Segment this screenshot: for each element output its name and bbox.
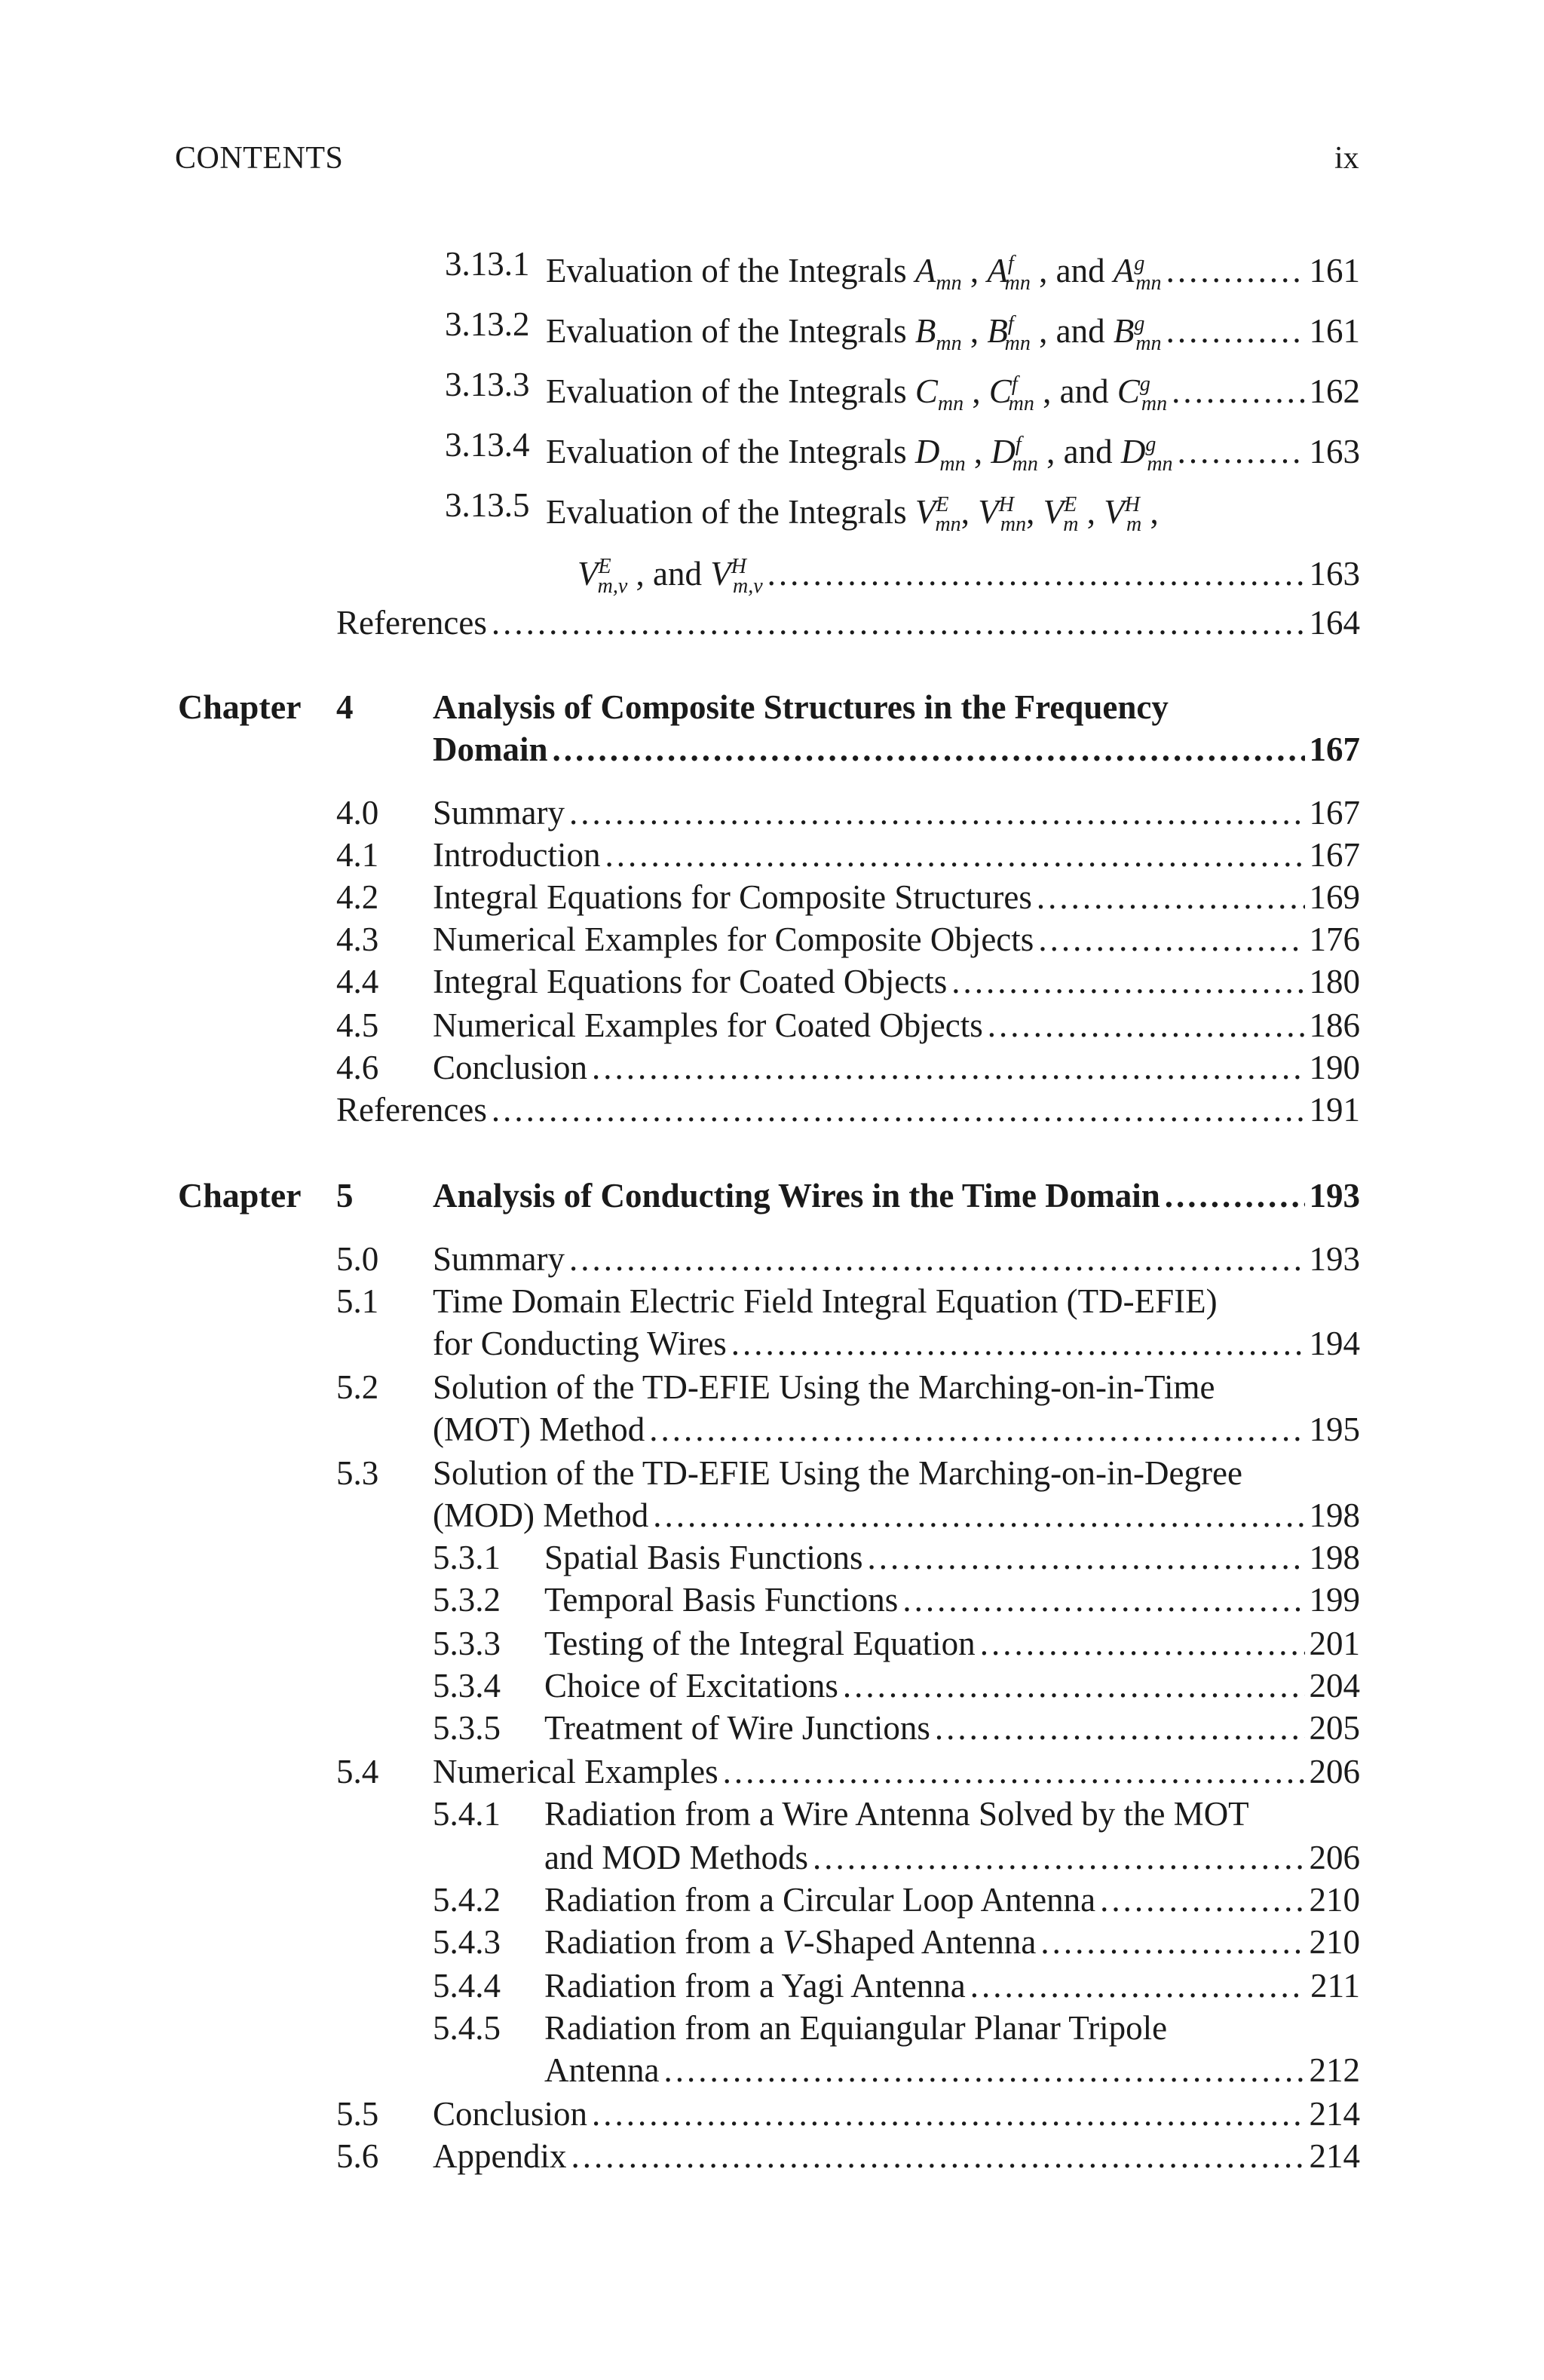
section-number: 4.0 (336, 794, 379, 832)
page-number: 169 (1309, 878, 1360, 916)
page-number: 206 (1309, 1753, 1360, 1790)
section-number: 4.6 (336, 1049, 379, 1086)
section-title: Appendix (433, 2137, 567, 2175)
section-title: Numerical Examples for Coated Objects (433, 1006, 983, 1044)
leader-dots (1166, 248, 1305, 293)
chapter-label: Chapter (178, 1176, 302, 1215)
page-number: 161 (1309, 312, 1360, 350)
leader-dots (902, 1577, 1304, 1622)
leader-dots (723, 1749, 1305, 1794)
page-number: 164 (1309, 604, 1360, 642)
leader-dots (1165, 1173, 1305, 1218)
leader-dots (767, 551, 1305, 596)
page-number: 212 (1309, 2051, 1360, 2089)
leader-dots (951, 959, 1304, 1004)
section-title: Numerical Examples for Composite Objects (433, 920, 1034, 958)
section-title: Evaluation of the Integrals $C_{mn}$ , $C^f_{mn}$ , and $C^g_{mn}$ (546, 372, 1168, 415)
page-number: 162 (1309, 372, 1360, 410)
section-title: Introduction (433, 836, 601, 874)
section-number: 4.1 (336, 836, 379, 874)
section-title: Radiation from a V-Shaped Antenna (544, 1923, 1037, 1961)
section-title: Summary (433, 794, 565, 832)
section-number: 5.6 (336, 2137, 379, 2175)
section-title: Conclusion (433, 2095, 588, 2133)
section-number: 5.3.5 (433, 1709, 501, 1747)
section-title: Radiation from a Yagi Antenna (544, 1967, 966, 2005)
section-number: 3.13.5 (445, 486, 530, 524)
leader-dots (605, 832, 1304, 878)
section-title: Evaluation of the Integrals $A_{mn}$ , $A^f_{mn}$ , and $A^g_{mn}$ (546, 252, 1162, 295)
section-title: Radiation from an Equiangular Planar Tripole (544, 2009, 1168, 2047)
leader-dots (569, 1236, 1305, 1282)
page-number: 204 (1309, 1667, 1360, 1705)
leader-dots (1172, 369, 1304, 414)
section-number: 5.1 (336, 1282, 379, 1320)
section-number: 5.4.5 (433, 2009, 501, 2047)
page-number: 161 (1309, 252, 1360, 289)
page-number: 193 (1309, 1240, 1360, 1278)
page-number: 198 (1309, 1496, 1360, 1534)
page-number: 193 (1309, 1177, 1360, 1215)
page-number: 163 (1309, 433, 1360, 470)
chapter-label: Chapter (178, 688, 302, 726)
leader-dots (843, 1663, 1305, 1708)
section-number: 5.5 (336, 2095, 379, 2133)
chapter-number: 5 (336, 1177, 354, 1215)
section-number: 3.13.1 (445, 245, 530, 283)
section-number: 5.4.4 (433, 1967, 501, 2005)
page-number: 210 (1309, 1881, 1360, 1919)
section-title: Evaluation of the Integrals $B_{mn}$ , $B^f_{mn}$ , and $B^g_{mn}$ (546, 312, 1162, 355)
section-title: References (336, 1091, 487, 1129)
page-number: 163 (1309, 555, 1360, 593)
section-number: 4.5 (336, 1006, 379, 1044)
section-title-continued: (MOT) Method (433, 1411, 645, 1448)
leader-dots (980, 1621, 1305, 1666)
section-number: 5.4.1 (433, 1795, 501, 1833)
leader-dots (571, 2133, 1304, 2179)
section-number: 5.3 (336, 1454, 379, 1492)
page-number: 167 (1309, 794, 1360, 832)
section-title: Spatial Basis Functions (544, 1539, 863, 1576)
leader-dots (569, 790, 1305, 835)
section-number: 5.4.3 (433, 1923, 501, 1961)
page-number: 190 (1309, 1049, 1360, 1086)
page-number: 176 (1309, 920, 1360, 958)
leader-dots (1040, 1919, 1304, 1965)
page-number: 199 (1309, 1581, 1360, 1619)
leader-dots (731, 1321, 1305, 1366)
section-title: Summary (433, 1240, 565, 1278)
page-number-roman: ix (1334, 141, 1359, 176)
leader-dots (653, 1493, 1304, 1538)
leader-dots (592, 2091, 1304, 2136)
section-title: Solution of the TD-EFIE Using the Marching-on-in-Degree (433, 1454, 1242, 1492)
leader-dots (663, 2048, 1304, 2093)
page-number: 201 (1309, 1625, 1360, 1662)
section-number: 3.13.4 (445, 426, 530, 464)
section-title: Testing of the Integral Equation (544, 1625, 976, 1662)
leader-dots (1178, 429, 1305, 474)
section-title: Integral Equations for Composite Structures (433, 878, 1032, 916)
page-number: 214 (1309, 2137, 1360, 2175)
section-number: 5.2 (336, 1368, 379, 1406)
leader-dots (988, 1003, 1305, 1048)
section-number: 5.3.3 (433, 1625, 501, 1662)
section-title: Solution of the TD-EFIE Using the Marching-on-in-Time (433, 1368, 1215, 1406)
section-title: Integral Equations for Coated Objects (433, 963, 948, 1000)
chapter-title-continued: Domain (433, 731, 548, 768)
section-number: 5.3.2 (433, 1581, 501, 1619)
leader-dots (1100, 1877, 1304, 1922)
section-title: Numerical Examples (433, 1753, 718, 1790)
section-title: Evaluation of the Integrals $V^E_{mn}$, $V^H_{mn}$, $V^E_m$ , $V^H_m$ , (546, 493, 1159, 536)
page-number: 167 (1309, 731, 1360, 768)
section-number: 3.13.2 (445, 305, 530, 343)
section-title: Evaluation of the Integrals $D_{mn}$ , $D^f_{mn}$ , and $D^g_{mn}$ (546, 433, 1173, 476)
chapter-title: Analysis of Composite Structures in the Frequency (433, 688, 1169, 726)
section-title-continued: $V^E_{m,v}$ , and $V^H_{m,v}$ (577, 555, 763, 598)
page-number: 198 (1309, 1539, 1360, 1576)
section-title: Conclusion (433, 1049, 588, 1086)
section-number: 5.0 (336, 1240, 379, 1278)
page-number: 195 (1309, 1411, 1360, 1448)
section-title-continued: and MOD Methods (544, 1839, 808, 1876)
leader-dots (935, 1705, 1305, 1751)
section-title-continued: (MOD) Method (433, 1496, 649, 1534)
section-number: 5.3.4 (433, 1667, 501, 1705)
section-title: Treatment of Wire Junctions (544, 1709, 930, 1747)
section-title: Choice of Excitations (544, 1667, 838, 1705)
leader-dots (1037, 875, 1305, 920)
section-title: Temporal Basis Functions (544, 1581, 899, 1619)
section-title: Radiation from a Wire Antenna Solved by the MOT (544, 1795, 1249, 1833)
section-title: Time Domain Electric Field Integral Equation (TD-EFIE) (433, 1282, 1218, 1320)
leader-dots (592, 1045, 1304, 1090)
section-number: 5.4.2 (433, 1881, 501, 1919)
page-number: 205 (1309, 1709, 1360, 1747)
section-title-continued: for Conducting Wires (433, 1325, 727, 1362)
leader-dots (492, 1087, 1305, 1132)
section-number: 4.3 (336, 920, 379, 958)
leader-dots (970, 1963, 1306, 2008)
leader-dots (1038, 917, 1304, 962)
section-title: Radiation from a Circular Loop Antenna (544, 1881, 1096, 1919)
section-number: 5.3.1 (433, 1539, 501, 1576)
chapter-title: Analysis of Conducting Wires in the Time Domain (433, 1177, 1160, 1215)
leader-dots (813, 1835, 1305, 1880)
page-number: 194 (1309, 1325, 1360, 1362)
page-number: 180 (1309, 963, 1360, 1000)
page-number: 211 (1310, 1967, 1360, 2005)
running-header-title: CONTENTS (175, 141, 344, 176)
page-number: 210 (1309, 1923, 1360, 1961)
leader-dots (492, 600, 1305, 645)
page-number: 186 (1309, 1006, 1360, 1044)
leader-dots (1166, 308, 1305, 354)
section-number: 3.13.3 (445, 366, 530, 403)
section-title: References (336, 604, 487, 642)
leader-dots (553, 727, 1305, 772)
page-number: 191 (1309, 1091, 1360, 1129)
page-number: 214 (1309, 2095, 1360, 2133)
page-number: 167 (1309, 836, 1360, 874)
chapter-number: 4 (336, 688, 354, 726)
leader-dots (649, 1407, 1304, 1452)
section-number: 5.4 (336, 1753, 379, 1790)
section-number: 4.4 (336, 963, 379, 1000)
section-number: 4.2 (336, 878, 379, 916)
section-title-continued: Antenna (544, 2051, 660, 2089)
leader-dots (868, 1535, 1305, 1580)
page-number: 206 (1309, 1839, 1360, 1876)
